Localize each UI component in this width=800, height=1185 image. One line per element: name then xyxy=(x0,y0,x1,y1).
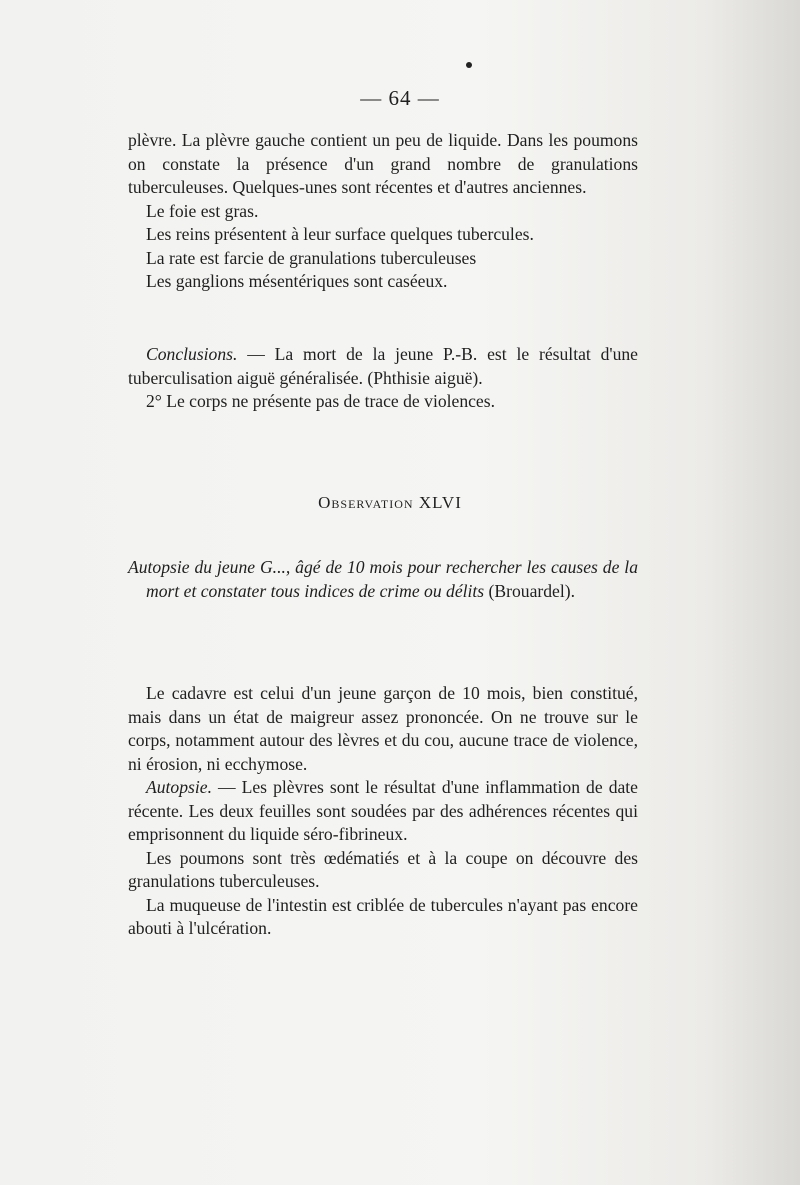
page-number: — 64 — xyxy=(360,86,440,110)
observation-title: Observation XLVI xyxy=(318,493,462,512)
autopsy-findings-continued xyxy=(128,129,638,294)
conclusions-label: Conclusions. xyxy=(146,344,238,364)
paragraph-kidneys: Les reins présentent à leur surface quelques tubercules. xyxy=(146,224,534,244)
paragraph-intestine: La muqueuse de l'intestin est criblée de tubercules n'ayant pas encore abouti à l'ulcération. xyxy=(128,894,638,938)
autopsie-label: Autopsie. xyxy=(146,777,212,797)
conclusion-point-2: 2° Le corps ne présente pas de trace de violences. xyxy=(146,391,495,411)
paragraph-pleura-lungs: plèvre. La plèvre gauche contient un peu de liquide. Dans les poumons on constate la présence d'un grand nombre de granulations tuberculeuses. Quelques-unes sont récentes et d'autres anciennes. xyxy=(128,130,638,197)
autopsie-text: — Les plèvres sont le résultat d'une inflammation de date récente. Les deux feuilles sont soudées par des adhérences récentes qui emprisonnent du liquide séro-fibrineux. xyxy=(128,777,638,844)
paragraph-spleen: La rate est farcie de granulations tuberculeuses xyxy=(146,247,477,268)
paragraph-ganglia: Les ganglions mésentériques sont caséeux. xyxy=(146,271,448,291)
observation-heading-paragraph xyxy=(128,556,638,603)
conclusions-paragraph xyxy=(128,343,638,390)
conclusions-section xyxy=(128,343,638,414)
observation-heading xyxy=(128,556,638,603)
paragraph-lungs: Les poumons sont très œdématiés et à la coupe on découvre des granulations tuberculeuses. xyxy=(128,847,638,891)
paragraph-autopsie xyxy=(128,776,638,847)
paragraph-liver: Le foie est gras. xyxy=(146,200,259,221)
observation-body xyxy=(128,682,638,941)
conclusions-text: — La mort de la jeune P.-B. est le résultat d'une tuberculisation aiguë généralisée. (Phthisie aiguë). xyxy=(128,344,638,388)
ink-dot xyxy=(466,62,472,68)
observation-heading-italic: Autopsie du jeune G..., âgé de 10 mois pour rechercher les causes de la mort et constater tous indices de crime ou délits xyxy=(128,557,638,601)
observation-heading-author: (Brouardel). xyxy=(488,580,576,601)
paragraph-cadaver: Le cadavre est celui d'un jeune garçon de 10 mois, bien constitué, mais dans un état de maigreur assez prononcée. On ne trouve sur le corps, notamment autour des lèvres et du cou, aucune trace de violence, ni érosion, ni ecchymose. xyxy=(128,683,638,774)
